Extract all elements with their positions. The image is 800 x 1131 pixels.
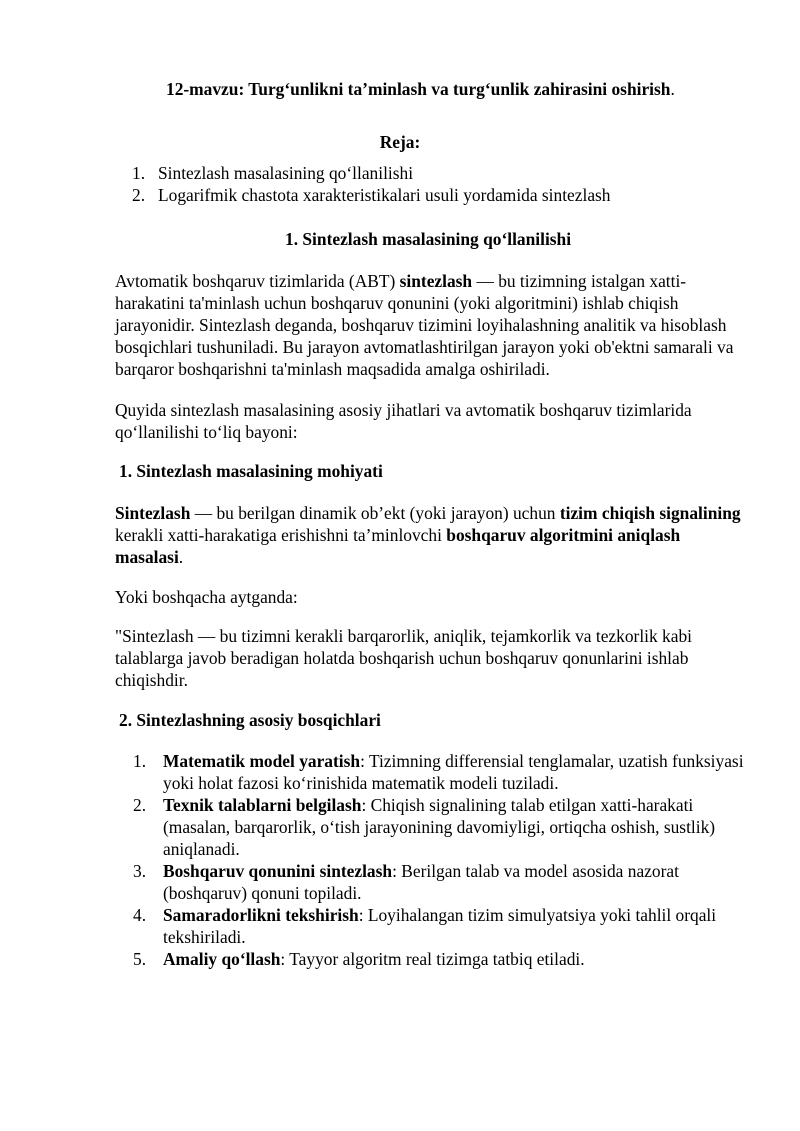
title-period: . bbox=[670, 79, 675, 99]
subheading-stages: 2. Sintezlashning asosiy bosqichlari bbox=[119, 710, 381, 730]
intro-paragraph bbox=[115, 270, 745, 380]
definition-end: . bbox=[178, 547, 184, 567]
stage-number: 5. bbox=[133, 949, 147, 969]
definition-paragraph bbox=[115, 502, 745, 568]
stage-item bbox=[133, 860, 748, 904]
definition-bold-2: boshqaruv algoritmini aniqlash masalasi bbox=[115, 525, 681, 567]
definition-term: Sintezlash bbox=[115, 503, 191, 523]
stages-list bbox=[133, 750, 748, 970]
stage-number: 3. bbox=[133, 861, 147, 881]
stage-term: Matematik model yaratish bbox=[163, 751, 361, 771]
definition-text: — bu berilgan dinamik ob’ekt (yoki jarayon) uchun bbox=[190, 503, 560, 523]
definition-text: kerakli xatti-harakatiga erishishni ta’minlovchi bbox=[115, 525, 447, 545]
plan-item-text: Logarifmik chastota xarakteristikalari usuli yordamida sintezlash bbox=[158, 185, 611, 205]
stage-description: : Tizimning differensial tenglamalar, uzatish funksiyasi yoki holat fazosi ko‘rinishida matematik modeli tuziladi. bbox=[163, 751, 744, 793]
stage-item bbox=[133, 750, 748, 794]
stage-item bbox=[133, 948, 748, 970]
intro-text-start: Avtomatik boshqaruv tizimlarida (ABT) bbox=[115, 271, 400, 291]
subheading-essence: 1. Sintezlash masalasining mohiyati bbox=[119, 461, 383, 481]
intro-term: sintezlash bbox=[399, 271, 473, 291]
stage-text bbox=[163, 750, 748, 794]
plan-heading: Reja: bbox=[379, 132, 421, 152]
stage-number: 2. bbox=[133, 795, 147, 815]
overview-paragraph: Quyida sintezlash masalasining asosiy jihatlari va avtomatik boshqaruv tizimlarida qo‘llanilishi to‘liq bayoni: bbox=[115, 400, 692, 442]
section-heading: 1. Sintezlash masalasining qo‘llanilishi bbox=[285, 229, 572, 249]
plan-item bbox=[132, 184, 611, 206]
stage-description: : Loyihalangan tizim simulyatsiya yoki tahlil orqali tekshiriladi. bbox=[163, 905, 717, 947]
stage-number: 1. bbox=[133, 751, 147, 771]
plan-item bbox=[132, 162, 611, 184]
stage-term: Amaliy qo‘llash bbox=[163, 949, 281, 969]
stage-text bbox=[163, 948, 748, 970]
stage-text bbox=[163, 904, 748, 948]
stage-text bbox=[163, 860, 748, 904]
stage-term: Samaradorlikni tekshirish bbox=[163, 905, 359, 925]
definition-bold-1: tizim chiqish signalining bbox=[559, 503, 741, 523]
document-title bbox=[166, 78, 786, 100]
quote-paragraph: "Sintezlash — bu tizimni kerakli barqarorlik, aniqlik, tejamkorlik va tezkorlik kabi talablarga javob beradigan holatda boshqarish uchun boshqaruv qonunlarini ishlab chiqishdir. bbox=[115, 626, 692, 690]
stage-term: Boshqaruv qonunini sintezlash bbox=[163, 861, 393, 881]
stage-description: : Tayyor algoritm real tizimga tatbiq etiladi. bbox=[280, 949, 585, 969]
stage-term: Texnik talablarni belgilash bbox=[163, 795, 362, 815]
plan-list bbox=[132, 162, 611, 206]
plan-item-number: 2. bbox=[132, 185, 146, 205]
stage-text bbox=[163, 794, 748, 860]
stage-description: : Chiqish signalining talab etilgan xatti-harakati (masalan, barqarorlik, o‘tish jarayonining davomiyligi, ortiqcha oshish, sustlik) aniqlanadi. bbox=[163, 795, 716, 859]
stage-number: 4. bbox=[133, 905, 147, 925]
title-text: 12-mavzu: Turg‘unlikni ta’minlash va turg‘unlik zahirasini oshirish bbox=[166, 79, 671, 99]
stage-item bbox=[133, 904, 748, 948]
plan-item-number: 1. bbox=[132, 163, 146, 183]
intro-text-rest: — bu tizimning istalgan xatti-harakatini ta'minlash uchun boshqaruv qonunini (yoki algoritmini) ishlab chiqish jarayonidir. Sintezlash deganda, boshqaruv tizimini loyihalashning analitik va hisoblash bosqichlari tushuniladi. Bu jarayon avtomatlashtirilgan jarayon yoki ob'ektni samarali va barqaror boshqarishni ta'minlash maqsadida amalga oshiriladi. bbox=[115, 271, 734, 379]
alt-intro-paragraph: Yoki boshqacha aytganda: bbox=[115, 587, 298, 607]
stage-item bbox=[133, 794, 748, 860]
plan-item-text: Sintezlash masalasining qo‘llanilishi bbox=[158, 163, 414, 183]
stage-description: : Berilgan talab va model asosida nazorat (boshqaruv) qonuni topiladi. bbox=[163, 861, 679, 903]
